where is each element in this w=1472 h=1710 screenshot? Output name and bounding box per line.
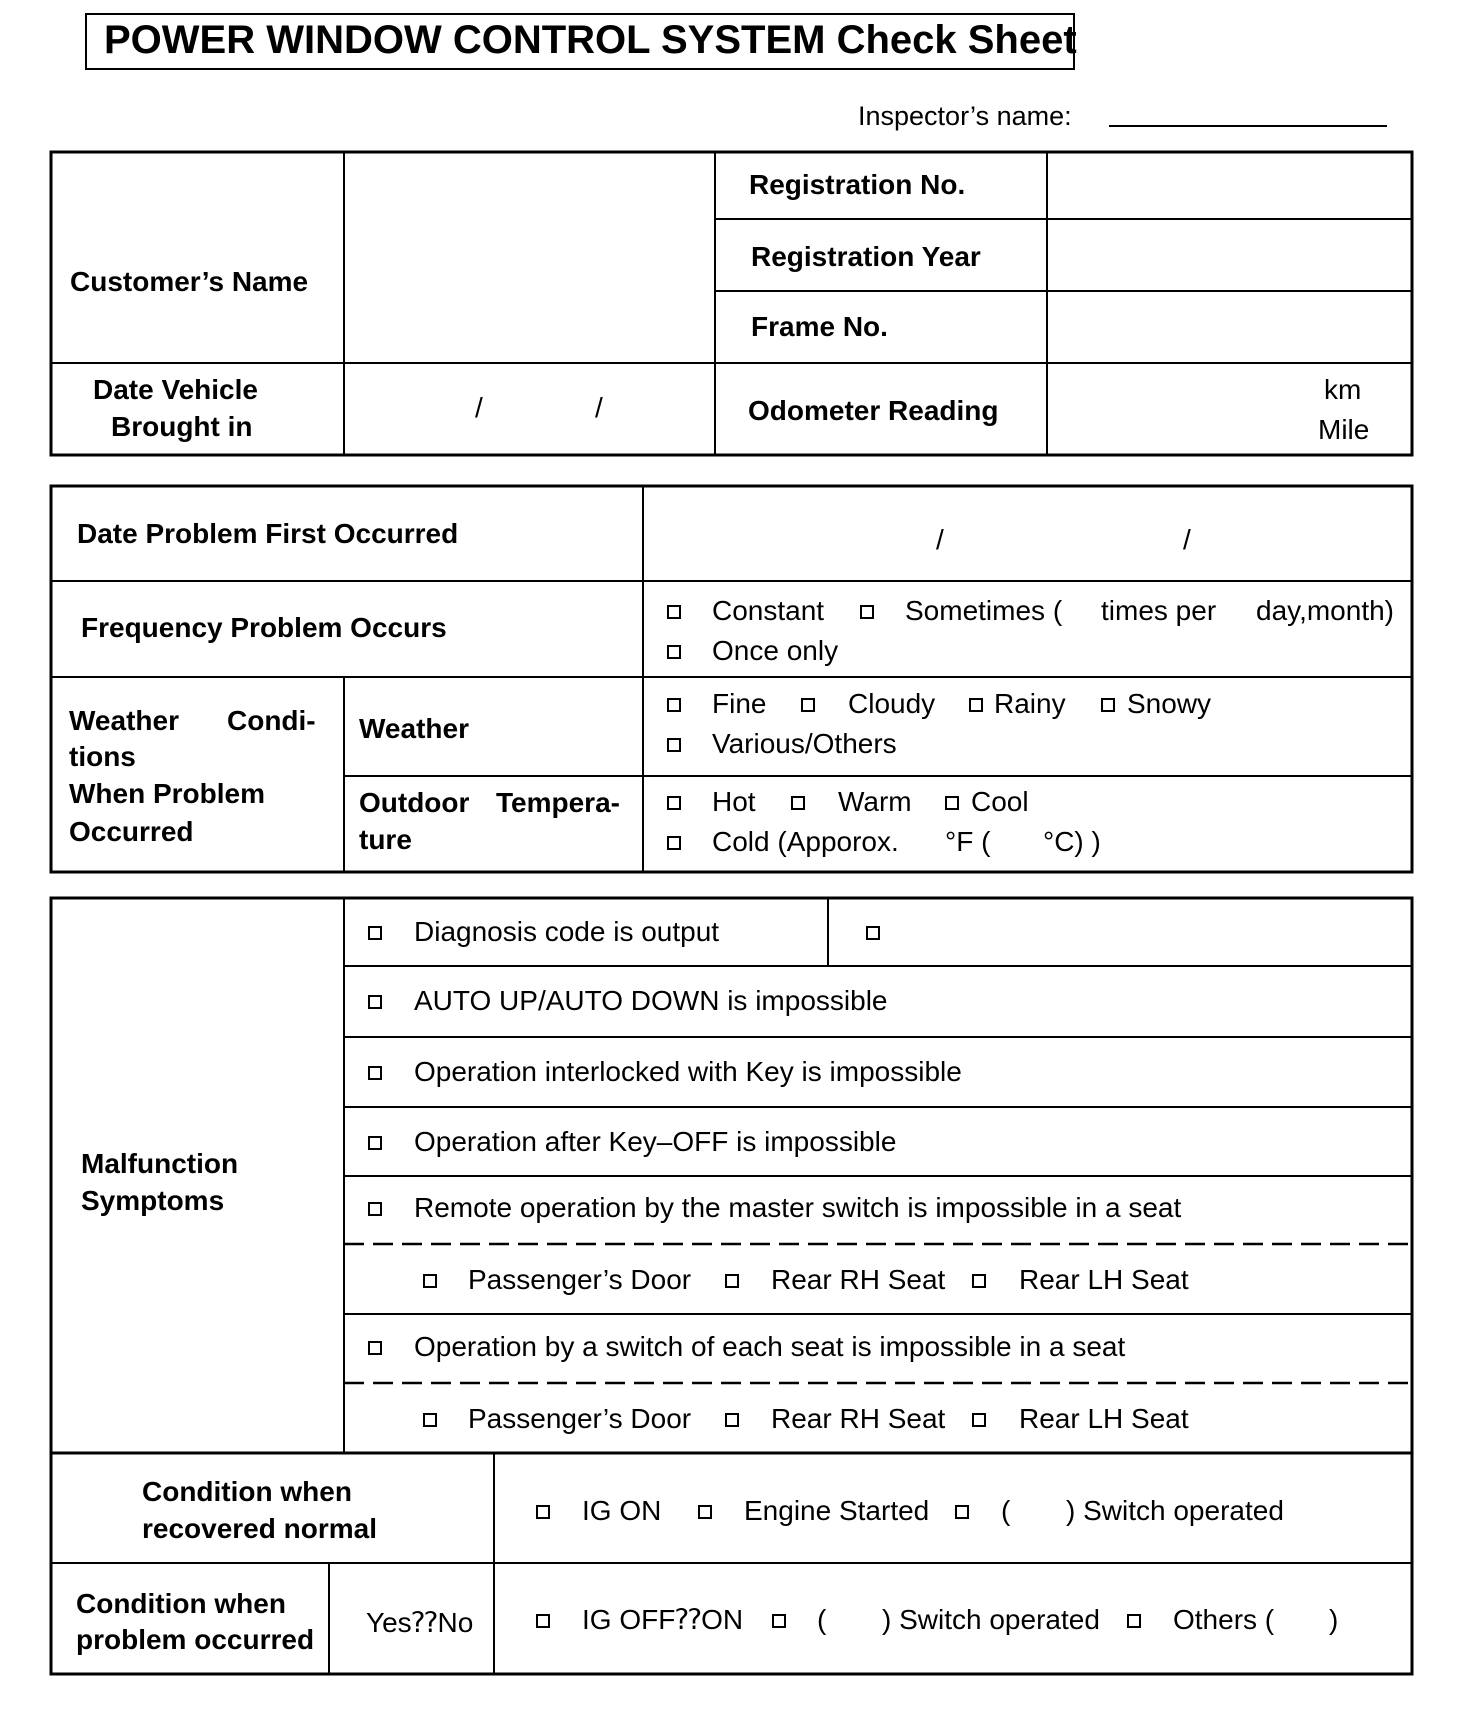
checkbox[interactable] <box>423 1274 437 1288</box>
checkbox[interactable] <box>368 1066 382 1080</box>
weather-label: Weather <box>359 713 469 744</box>
frame-no-label: Frame No. <box>751 311 888 342</box>
checkbox[interactable] <box>955 1505 969 1519</box>
occurred-label-line1: Condition when <box>76 1588 286 1619</box>
freq-times-per-label: times per <box>1101 595 1217 626</box>
checkbox[interactable] <box>969 698 983 712</box>
temp-celsius-label: °C) ) <box>1043 826 1101 857</box>
date-separator: / <box>1183 524 1191 555</box>
date-vehicle-label-line1: Date Vehicle <box>93 374 258 405</box>
checkbox[interactable] <box>860 605 874 619</box>
engine-started-label: Engine Started <box>744 1495 930 1526</box>
checkbox[interactable] <box>725 1274 739 1288</box>
checkbox[interactable] <box>667 796 681 810</box>
checkbox[interactable] <box>368 1341 382 1355</box>
checkbox[interactable] <box>423 1413 437 1427</box>
weather-snowy-label: Snowy <box>1127 688 1212 719</box>
passenger-door-label: Passenger’s Door <box>468 1264 692 1295</box>
malfunction-label-line1: Malfunction <box>81 1148 239 1179</box>
temp-cool-label: Cool <box>971 786 1029 817</box>
freq-once-label: Once only <box>712 635 839 666</box>
unit-km: km <box>1324 374 1362 405</box>
temp-hot-label: Hot <box>712 786 756 817</box>
checkbox[interactable] <box>725 1413 739 1427</box>
weather-conditions-label-word2: Condi- <box>227 705 316 736</box>
weather-conditions-label-line3: When Problem <box>69 778 266 809</box>
key-off-label: Operation after Key–OFF is impossible <box>414 1126 897 1157</box>
remote-op-label: Remote operation by the master switch is impossible in a seat <box>414 1192 1182 1223</box>
odometer-label: Odometer Reading <box>748 395 999 426</box>
auto-up-down-label: AUTO UP/AUTO DOWN is impossible <box>414 985 888 1016</box>
registration-no-label: Registration No. <box>749 169 966 200</box>
checkbox[interactable] <box>667 645 681 659</box>
freq-sometimes-label: Sometimes ( <box>905 595 1063 626</box>
date-separator: / <box>475 392 483 423</box>
weather-rainy-label: Rainy <box>994 688 1066 719</box>
malfunction-label-line2: Symptoms <box>81 1185 225 1216</box>
diagnosis-label: Diagnosis code is output <box>414 916 720 947</box>
checkbox[interactable] <box>866 926 880 940</box>
key-interlock-label: Operation interlocked with Key is impossible <box>414 1056 962 1087</box>
paren-open: ( <box>1001 1495 1011 1526</box>
date-separator: / <box>936 524 944 555</box>
checkbox[interactable] <box>667 605 681 619</box>
rear-lh-label: Rear LH Seat <box>1019 1264 1189 1295</box>
checkbox[interactable] <box>368 1136 382 1150</box>
unit-mile: Mile <box>1318 414 1370 445</box>
checkbox[interactable] <box>667 698 681 712</box>
page-title: POWER WINDOW CONTROL SYSTEM Check Sheet <box>104 18 1077 62</box>
passenger-door-label: Passenger’s Door <box>468 1403 692 1434</box>
temp-cold-label: Cold (Apporox. <box>712 826 899 857</box>
checkbox[interactable] <box>1127 1614 1141 1628</box>
weather-various-label: Various/Others <box>712 728 897 759</box>
checkbox[interactable] <box>698 1505 712 1519</box>
date-vehicle-label-line2: Brought in <box>111 411 253 442</box>
weather-conditions-label-line4: Occurred <box>69 816 194 847</box>
frequency-label: Frequency Problem Occurs <box>81 612 447 643</box>
temp-fahrenheit-label: °F ( <box>945 826 991 857</box>
recovered-label-line1: Condition when <box>142 1476 352 1507</box>
freq-constant-label: Constant <box>712 595 825 626</box>
yes-no-label: Yes⁇No <box>366 1607 474 1638</box>
checkbox[interactable] <box>536 1505 550 1519</box>
outdoor-temp-label-line2: ture <box>359 824 412 855</box>
checkbox[interactable] <box>667 836 681 850</box>
weather-cloudy-label: Cloudy <box>848 688 936 719</box>
switch-operated-label: ) Switch operated <box>882 1604 1100 1635</box>
checkbox[interactable] <box>972 1274 986 1288</box>
customer-name-label: Customer’s Name <box>70 266 309 297</box>
checkbox[interactable] <box>368 995 382 1009</box>
rear-rh-label: Rear RH Seat <box>771 1264 946 1295</box>
rear-lh-label: Rear LH Seat <box>1019 1403 1189 1434</box>
paren-open: ( <box>817 1604 827 1635</box>
paren-close: ) <box>1329 1604 1339 1635</box>
checkbox[interactable] <box>368 1202 382 1216</box>
switch-operated-label: ) Switch operated <box>1066 1495 1284 1526</box>
date-separator: / <box>595 392 603 423</box>
checkbox[interactable] <box>1101 698 1115 712</box>
inspector-label: Inspector’s name: <box>858 101 1072 131</box>
checkbox[interactable] <box>536 1614 550 1628</box>
checkbox[interactable] <box>368 926 382 940</box>
checkbox[interactable] <box>667 738 681 752</box>
checkbox[interactable] <box>791 796 805 810</box>
occurred-label-line2: problem occurred <box>76 1624 315 1655</box>
checkbox[interactable] <box>772 1614 786 1628</box>
weather-fine-label: Fine <box>712 688 767 719</box>
vehicle-info-table-border <box>51 152 1412 455</box>
ig-on-label: IG ON <box>582 1495 662 1526</box>
registration-year-label: Registration Year <box>751 241 981 272</box>
ig-off-on-label: IG OFF⁇ON <box>582 1604 744 1635</box>
freq-day-month-label: day,month) <box>1256 595 1394 626</box>
outdoor-temp-label-word2: Tempera- <box>496 787 620 818</box>
each-seat-op-label: Operation by a switch of each seat is impossible in a seat <box>414 1331 1126 1362</box>
checkbox[interactable] <box>801 698 815 712</box>
outdoor-temp-label-word1: Outdoor <box>359 787 470 818</box>
others-label: Others ( <box>1173 1604 1275 1635</box>
checkbox[interactable] <box>945 796 959 810</box>
weather-conditions-label-line2: tions <box>69 741 136 772</box>
recovered-label-line2: recovered normal <box>142 1513 377 1544</box>
checkbox[interactable] <box>972 1413 986 1427</box>
rear-rh-label: Rear RH Seat <box>771 1403 946 1434</box>
temp-warm-label: Warm <box>838 786 912 817</box>
date-first-occurred-label: Date Problem First Occurred <box>77 518 459 549</box>
weather-conditions-label-word1: Weather <box>69 705 179 736</box>
